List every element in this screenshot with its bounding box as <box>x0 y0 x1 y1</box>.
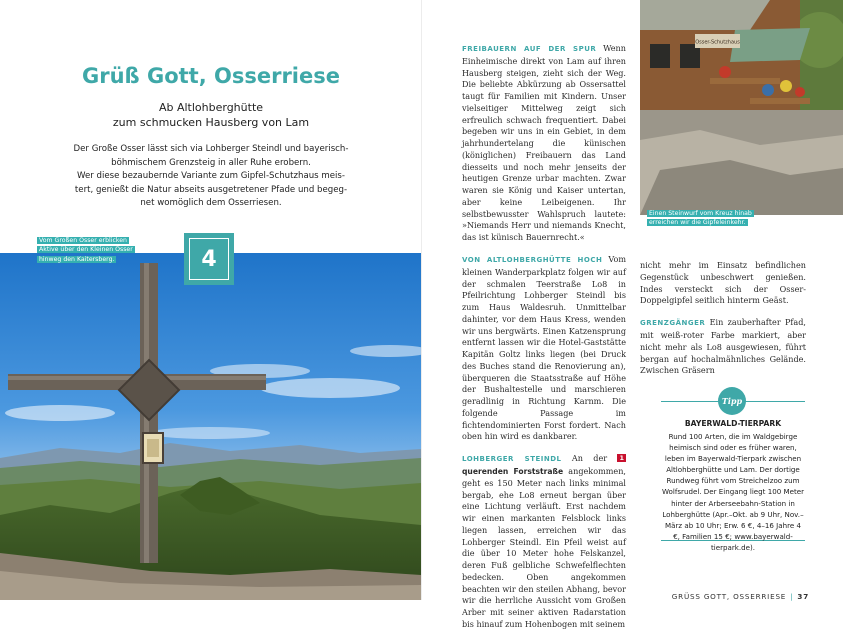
page-subtitle <box>40 100 382 130</box>
section-heading: GRENZGÄNGER <box>640 319 706 328</box>
section-heading: VON ALTLOHBERGHÜTTE HOCH <box>462 256 603 265</box>
hut-photo <box>640 0 843 215</box>
caption-line: Vom Großen Osser erblicken <box>39 237 127 244</box>
page-title: Grüß Gott, Osserriese <box>82 64 340 88</box>
page-number: 37 <box>797 592 809 601</box>
tipp-title: BAYERWALD-TIERPARK <box>684 419 782 428</box>
section-text: An der <box>571 453 608 464</box>
section-heading: LOHBERGER STEINDL <box>462 455 562 464</box>
tour-number-badge <box>184 233 234 285</box>
intro-paragraph <box>58 143 364 211</box>
intro-line: Wer diese bezaubernde Variante zum Gipfel-Schutzhaus meis- <box>77 171 345 182</box>
section-altlohberghuette <box>462 254 626 443</box>
caption-line: Aktive über den Kleinen Osser <box>39 246 133 254</box>
photo-caption <box>37 236 141 264</box>
caption-line: hinweg den Kaitersberg. <box>39 255 115 263</box>
running-footer-title: GRÜSS GOTT, OSSERRIESE <box>671 592 787 601</box>
hut-sign-text: Osser-Schutzhaus <box>695 39 740 46</box>
section-lohberger-steindl <box>462 453 626 630</box>
summit-cross-photo <box>0 253 421 600</box>
section-text: Vom kleinen Wanderparkplatz folgen wir auf der schmalen Teerstraße Lo8 in Pfeilrichtung Lohberger Steindl bis zum Haus Waldesruh. Unmittelbar dahinter, vor dem Haus Kress, wenden wir uns bergwärts. Einen Katzensprung entfernt lassen wir die Hotel-Gaststätte Kapitän Goltz links liegen (bei Druck des Buches stand die Renovierung an), überqueren die Staatsstraße auf Höhe der Bushaltestelle und marschieren geradlinig in Richtung Karnm. Die folgende Passage im fichtendominierten Forst fordert. Nach oben hin wird es dankbarer. <box>462 254 626 442</box>
photo-caption <box>647 209 767 228</box>
caption-line: erreichen wir die Gipfeleinkehr. <box>649 219 746 227</box>
section-text: angekommen, geht es 150 Meter nach links minimal bergab, ehe Lo8 erneut bergan über eine Lichtung verläuft. Erst nachdem wir einen markanten Felsblock links liegen lassen, erreichen wir das Lohberger Steindl. Ein Pfeil weist auf die über 10 Meter hohe Felskanzel, deren Fuß gelbliche Schwefelflechten bedecken. Oben angekommen beachten wir den steilen Abhang, bevor wir die herrliche Aussicht vom Großen Arber mit seiner aktiven Radarstation bis hinauf zum Hohenbogen mit seinem <box>462 466 626 629</box>
waypoint-marker: 1 <box>619 454 624 463</box>
continuation-paragraph: nicht mehr im Einsatz befindlichen Gegenstück unbeschwert genießen. Indes versteckt sich der Osser-Doppelgipfel seitlich hinterm Geäst. <box>640 260 806 306</box>
tipp-text: Rund 100 Arten, die im Waldgebirge heimisch sind oder es früher waren, leben im Bayerwald-Tierpark zwischen Altlohberghütte und Lam. Der dortige Rundweg führt vom Streichelzoo zum Wolfsrudel. Der Eingang liegt 100 Meter hinter der Arberseebahn-Station in Lohberghütte (Apr.–Okt. ab 9 Uhr, Nov.–März ab 10 Uhr; Erw. 6 €, 4–16 Jahre 4 €, Familien 15 €; www.bayerwald-tierpark.de). <box>661 432 805 552</box>
page-gutter <box>421 0 422 600</box>
section-bold-text: querenden Forststraße <box>462 467 564 477</box>
section-heading: FREIBAUERN AUF DER SPUR <box>462 45 597 53</box>
section-grenzganger <box>640 317 806 377</box>
footer-separator: | <box>790 592 794 601</box>
intro-line: net womöglich dem Osserriesen. <box>140 198 282 209</box>
intro-line: tert, genießt die Natur abseits ausgetretener Pfade und begeg- <box>74 184 348 195</box>
text-column-2 <box>640 260 806 387</box>
intro-line: böhmischem Grenzsteig in aller Ruhe erobern. <box>111 157 311 168</box>
section-freibauern <box>462 43 626 244</box>
tour-number: 4 <box>189 238 229 280</box>
text-column-1 <box>462 43 626 641</box>
caption-line: Einen Steinwurf vom Kreuz hinab <box>649 210 752 217</box>
section-text: Ein zauberhafter Pfad, mit weiß-roter Farbe markiert, aber nicht mehr als Lo8 ausgewiesen, führt bergan auf hochalmähnliches Gelände. Zwischen Gräsern <box>640 317 806 376</box>
subtitle-line: Ab Altlohberghütte <box>158 101 264 114</box>
section-text: Wenn Einheimische direkt von Lam auf ihren Hausberg steigen, zieht sich der Weg. Die beliebte Abkürzung ab Ossersattel taugt für Familien mit Kindern. Unser vielseitiger Mittelweg zeigt sich erfreulich schwach frequentiert. Dabei begeben wir uns in ein Gebiet, in dem jahrhundertelang die künischen (königlichen) Freibauern das Land diesseits und noch mehr jenseits der heutigen Grenze urbar machten. Zwar waren sie König und Kaiser untertan, aber keine Leibeigenen. Ihr selbstbewusster Wahlspruch lautete: »Niemands Herr und niemands Knecht, das ist künisch Bauernrecht.« <box>462 43 626 242</box>
subtitle-line: zum schmucken Hausberg von Lam <box>112 116 310 129</box>
tipp-badge: Tipp <box>718 387 746 415</box>
intro-line: Der Große Osser lässt sich via Lohberger Steindl und bayerisch- <box>73 144 349 154</box>
